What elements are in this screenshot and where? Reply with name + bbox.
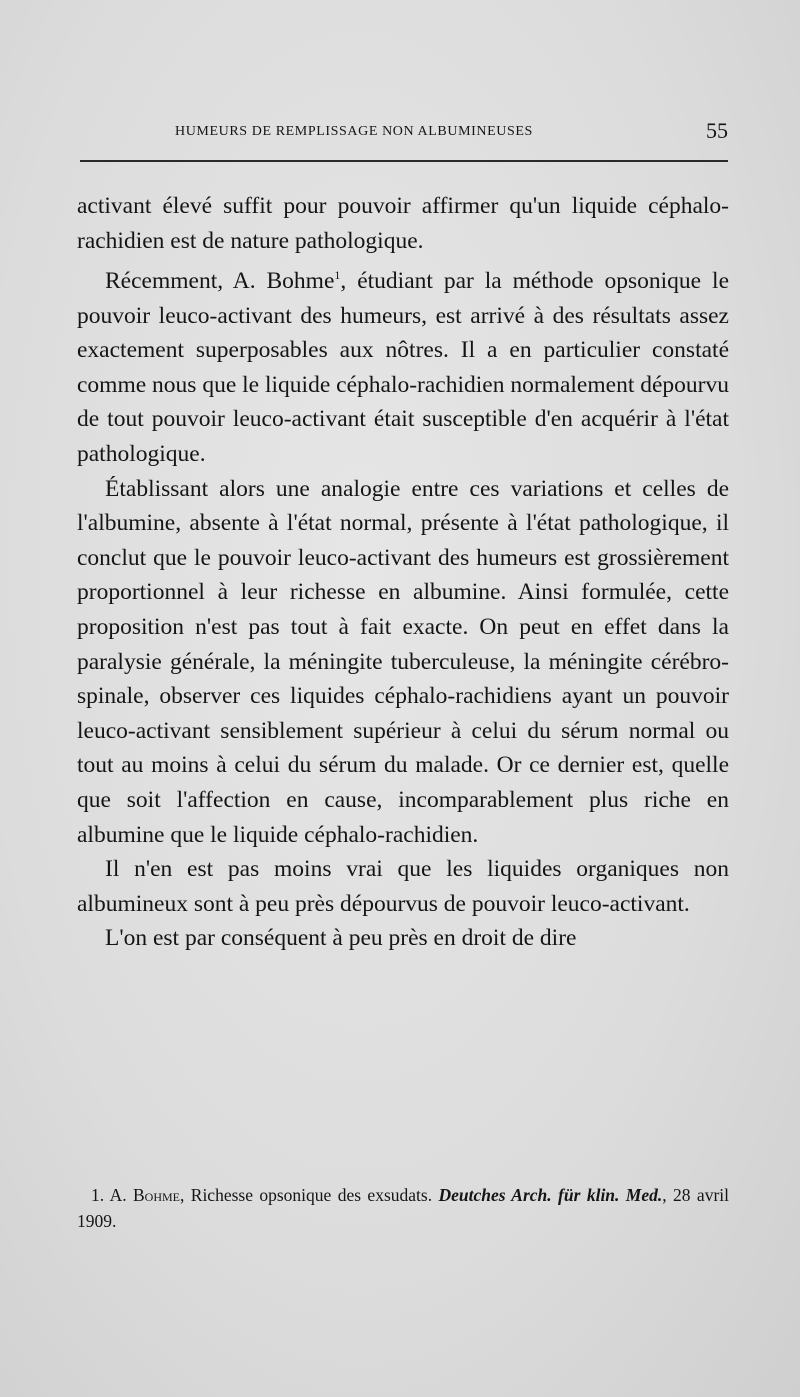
running-title: HUMEURS DE REMPLISSAGE NON ALBUMINEUSES <box>175 124 533 139</box>
footnote-author: Bohme <box>132 1185 180 1205</box>
paragraph: Il n'en est pas moins vrai que les liquides organiques non albumineux sont à peu près dépourvus de pouvoir leuco-activant. <box>77 856 729 917</box>
paragraph: L'on est par conséquent à peu près en droit de dire <box>105 925 577 952</box>
paragraph <box>77 258 729 471</box>
footnote <box>77 1182 729 1234</box>
paragraph: activant élevé suffit pour pouvoir affirmer qu'un liquide céphalo-rachidien est de nature pathologique. <box>77 193 729 254</box>
footnote-ref: 1 <box>334 268 341 283</box>
header-rule <box>80 160 728 162</box>
footnote-number: 1. <box>91 1185 105 1205</box>
footnote-author-initial: A. <box>109 1185 127 1205</box>
footnote-date: , 28 avril 1909. <box>77 1185 730 1231</box>
paragraph-text: , étudiant par la méthode opsonique le pouvoir leuco-activant des humeurs, est arrivé à des résultats assez exactement superposables aux nôtres. Il a en particulier constaté comme nous que le liquide céphalo-rachidien normalement dépourvu de tout pouvoir leuco-activant était susceptible d'en acquérir à l'état pathologique. <box>77 268 729 467</box>
paragraph: Établissant alors une analogie entre ces variations et celles de l'albumine, absente à l'état normal, présente à l'état pathologique, il conclut que le pouvoir leuco-activant des humeurs est grossièrement proportionnel à leur richesse en albumine. Ainsi formulée, cette proposition n'est pas tout à fait exacte. On peut en effet dans la paralysie générale, la méningite tuberculeuse, la méningite cérébro-spinale, observer ces liquides céphalo-rachidiens ayant un pouvoir leuco-activant sensiblement supérieur à celui du sérum normal ou tout au moins à celui du sérum du malade. Or ce dernier est, quelle que soit l'affection en cause, incomparablement plus riche en albumine que le liquide céphalo-rachidien. <box>77 475 729 848</box>
paragraph-text: Récemment, A. Bohme <box>105 268 335 295</box>
footnote-title: , Richesse opsonique des exsudats. <box>180 1185 433 1205</box>
footnote-text <box>77 1182 729 1234</box>
footnote-journal: Deutches Arch. für klin. Med. <box>438 1185 663 1205</box>
body-text <box>77 189 729 956</box>
page-number: 55 <box>706 118 728 143</box>
